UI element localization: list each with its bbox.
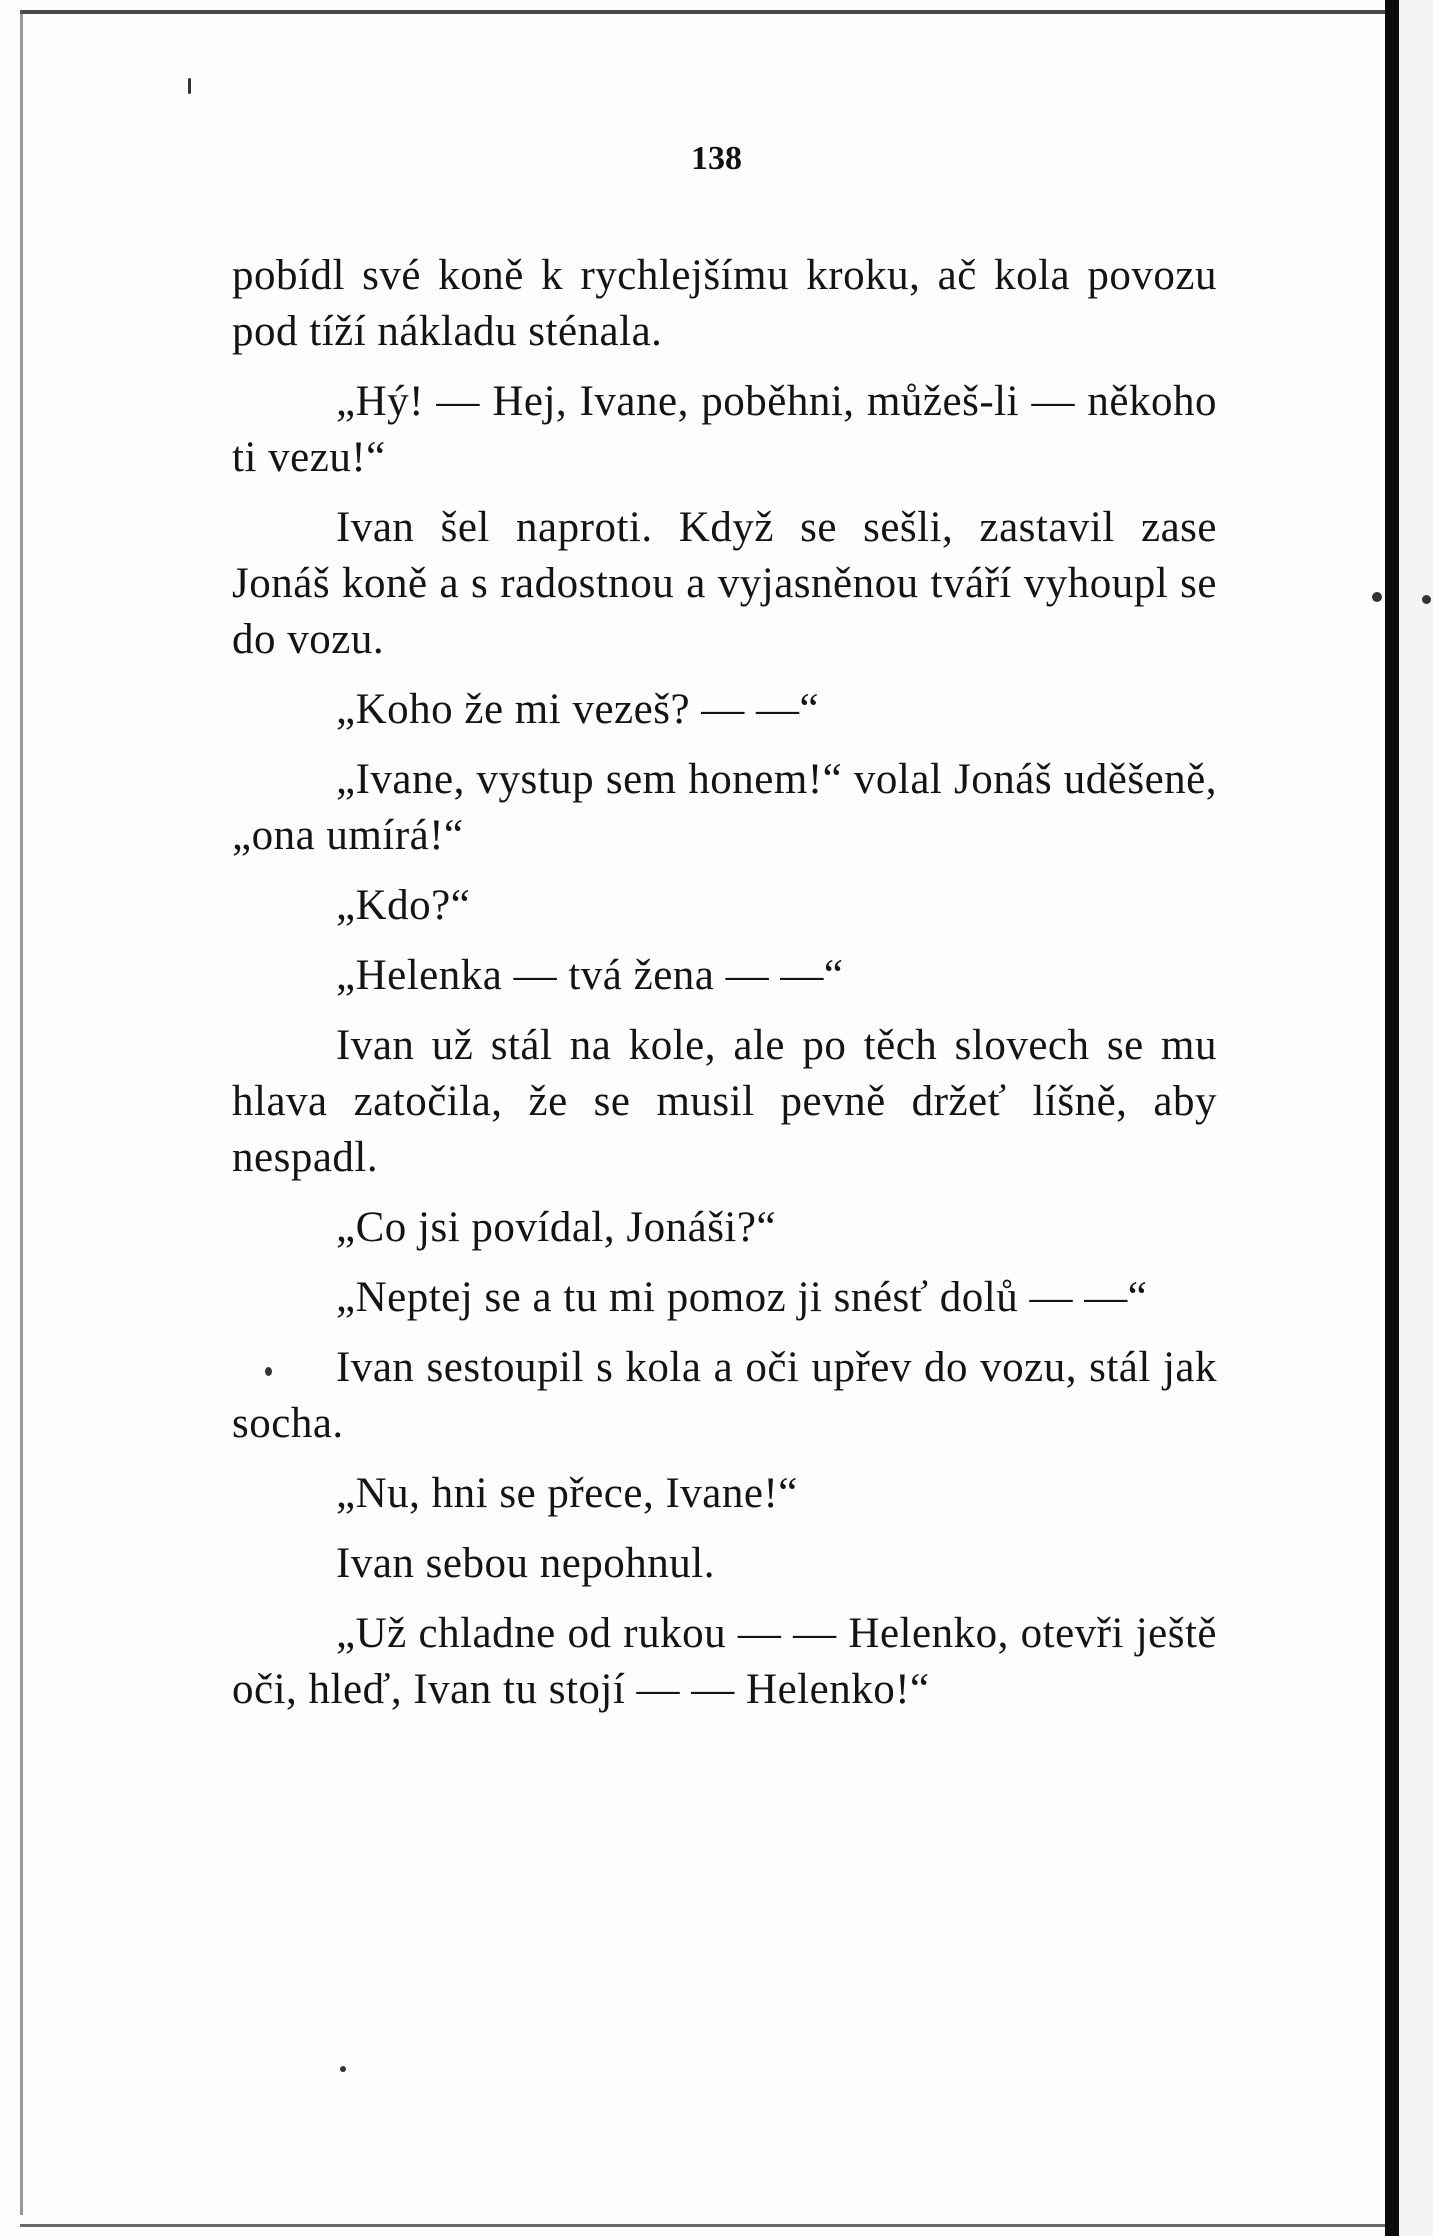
paragraph: Ivan sebou nepohnul.: [336, 1540, 716, 1587]
paragraph: Ivan šel naproti. Když se sešli, zastavil zase Jonáš koně a s radostnou a vyjasněnou tváří vyhoupl se do vozu.: [232, 504, 1217, 663]
scan-speck: [1372, 592, 1382, 602]
body-text: [232, 248, 1217, 1718]
paragraph: „Ivane, vystup sem honem!“ volal Jonáš uděšeně, „ona umírá!“: [232, 756, 1217, 859]
page-number: 138: [691, 140, 742, 177]
paragraph: „Už chladne od rukou — — Helenko, otevři ještě oči, hleď, Ivan tu stojí — — Helenko!“: [232, 1610, 1217, 1713]
paragraph: „Helenka — tvá žena — —“: [336, 952, 844, 999]
paragraph: pobídl své koně k rychlejšímu kroku, ač kola povozu pod tíží nákladu sténala.: [232, 252, 1217, 355]
scan-speck: [1422, 595, 1431, 604]
paragraph: „Nu, hni se přece, Ivane!“: [336, 1470, 798, 1517]
paragraph: „Co jsi povídal, Jonáši?“: [336, 1204, 777, 1251]
spine-margin: [1399, 0, 1433, 2236]
paragraph: Ivan už stál na kole, ale po těch slovech se mu hlava zatočila, že se musil pevně držeť líšně, aby nespadl.: [232, 1022, 1217, 1181]
paragraph: „Neptej se a tu mi pomoz ji snésť dolů — —“: [336, 1274, 1148, 1321]
paragraph: Ivan sestoupil s kola a oči upřev do vozu, stál jak socha.: [232, 1344, 1217, 1447]
book-spine: [1385, 0, 1399, 2236]
scan-speck: [188, 78, 191, 94]
paragraph: „Kdo?“: [336, 882, 471, 929]
paragraph: „Koho že mi vezeš? — —“: [336, 686, 820, 733]
scan-border-bottom: [20, 2224, 1390, 2227]
scan-border-top: [20, 10, 1390, 14]
scan-border-left: [20, 10, 23, 2215]
scan-speck: [340, 2066, 346, 2072]
paragraph: „Hý! — Hej, Ivane, poběhni, můžeš-li — někoho ti vezu!“: [232, 378, 1217, 481]
